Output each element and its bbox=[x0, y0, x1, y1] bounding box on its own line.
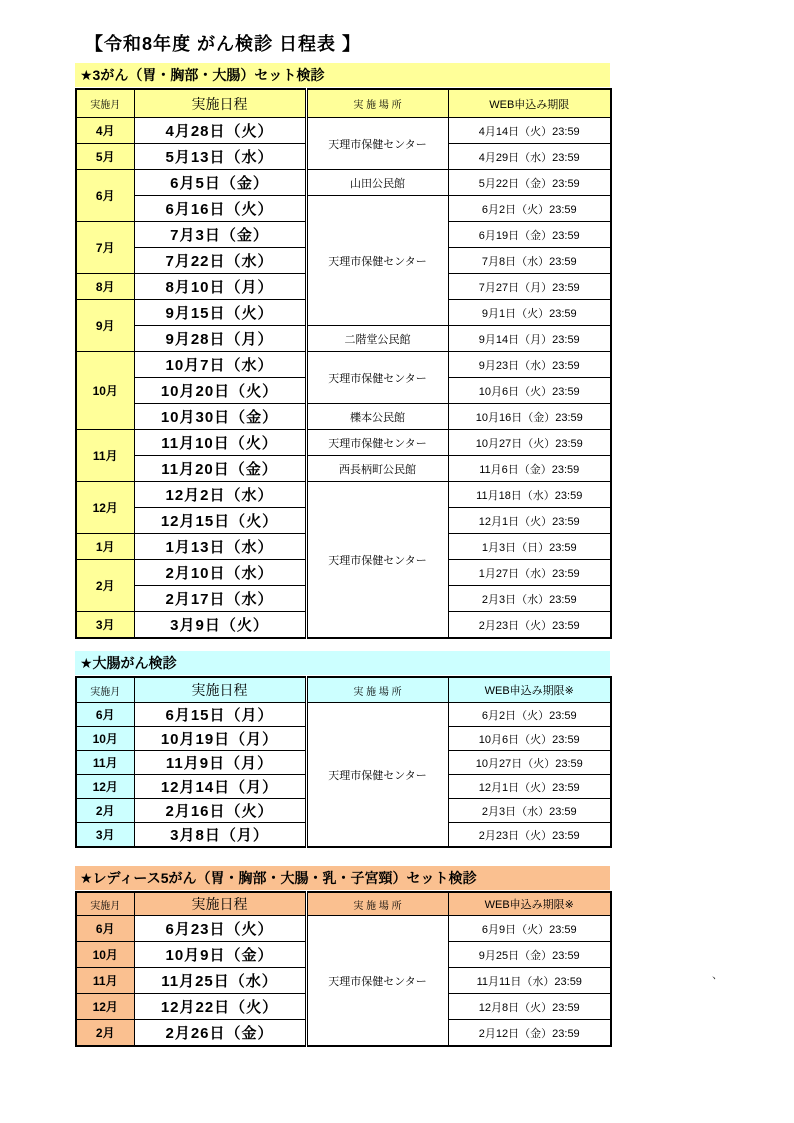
date-cell: 6月23日（火） bbox=[134, 916, 306, 942]
location-cell: 二階堂公民館 bbox=[306, 326, 448, 352]
date-cell: 5月13日（水） bbox=[134, 144, 306, 170]
location-cell: 天理市保健センター bbox=[306, 196, 448, 326]
deadline-cell: 6月2日（火）23:59 bbox=[448, 196, 611, 222]
header-row bbox=[76, 892, 611, 916]
column-header-web-deadline: WEB申込み期限※ bbox=[448, 892, 611, 916]
date-cell: 10月30日（金） bbox=[134, 404, 306, 430]
column-header-month: 実施月 bbox=[76, 892, 134, 916]
month-cell: 4月 bbox=[76, 118, 134, 144]
month-cell: 8月 bbox=[76, 274, 134, 300]
date-cell: 10月19日（月） bbox=[134, 727, 306, 751]
deadline-cell: 10月16日（金）23:59 bbox=[448, 404, 611, 430]
deadline-cell: 2月3日（水）23:59 bbox=[448, 799, 611, 823]
schedule-table bbox=[75, 88, 612, 639]
column-header-month: 実施月 bbox=[76, 677, 134, 703]
month-cell: 12月 bbox=[76, 775, 134, 799]
month-cell: 6月 bbox=[76, 703, 134, 727]
location-cell: 天理市保健センター bbox=[306, 482, 448, 639]
column-header-date: 実施日程 bbox=[134, 89, 306, 118]
table-row bbox=[76, 456, 611, 482]
deadline-cell: 4月29日（水）23:59 bbox=[448, 144, 611, 170]
deadline-cell: 6月2日（火）23:59 bbox=[448, 703, 611, 727]
date-cell: 11月9日（月） bbox=[134, 751, 306, 775]
deadline-cell: 10月27日（火）23:59 bbox=[448, 430, 611, 456]
deadline-cell: 10月6日（火）23:59 bbox=[448, 727, 611, 751]
deadline-cell: 6月9日（火）23:59 bbox=[448, 916, 611, 942]
column-header-location: 実 施 場 所 bbox=[306, 89, 448, 118]
section-title: ★3がん（胃・胸部・大腸）セット検診 bbox=[75, 63, 610, 87]
stray-comma-mark: 、 bbox=[712, 969, 723, 981]
month-cell: 3月 bbox=[76, 823, 134, 848]
table-row bbox=[76, 170, 611, 196]
date-cell: 11月10日（火） bbox=[134, 430, 306, 456]
month-cell: 3月 bbox=[76, 612, 134, 639]
month-cell: 1月 bbox=[76, 534, 134, 560]
month-cell: 12月 bbox=[76, 994, 134, 1020]
date-cell: 6月15日（月） bbox=[134, 703, 306, 727]
column-header-location: 実 施 場 所 bbox=[306, 677, 448, 703]
month-cell: 2月 bbox=[76, 799, 134, 823]
column-header-date: 実施日程 bbox=[134, 677, 306, 703]
month-cell: 5月 bbox=[76, 144, 134, 170]
deadline-cell: 9月14日（月）23:59 bbox=[448, 326, 611, 352]
schedule-table bbox=[75, 891, 612, 1047]
column-header-web-deadline: WEB申込み期限※ bbox=[448, 677, 611, 703]
month-cell: 6月 bbox=[76, 916, 134, 942]
section-3cancer-set bbox=[75, 63, 610, 639]
date-cell: 2月16日（火） bbox=[134, 799, 306, 823]
date-cell: 6月16日（火） bbox=[134, 196, 306, 222]
deadline-cell: 1月3日（日）23:59 bbox=[448, 534, 611, 560]
table-row bbox=[76, 430, 611, 456]
month-cell: 2月 bbox=[76, 560, 134, 612]
deadline-cell: 7月27日（月）23:59 bbox=[448, 274, 611, 300]
deadline-cell: 9月1日（火）23:59 bbox=[448, 300, 611, 326]
section-colon-cancer bbox=[75, 651, 610, 848]
date-cell: 3月9日（火） bbox=[134, 612, 306, 639]
column-header-date: 実施日程 bbox=[134, 892, 306, 916]
location-cell: 天理市保健センター bbox=[306, 916, 448, 1047]
date-cell: 11月25日（水） bbox=[134, 968, 306, 994]
date-cell: 4月28日（火） bbox=[134, 118, 306, 144]
schedule-table bbox=[75, 676, 612, 848]
date-cell: 7月22日（水） bbox=[134, 248, 306, 274]
table-body bbox=[76, 118, 611, 639]
month-cell: 6月 bbox=[76, 170, 134, 222]
deadline-cell: 2月23日（火）23:59 bbox=[448, 823, 611, 848]
location-cell: 天理市保健センター bbox=[306, 118, 448, 170]
column-header-month: 実施月 bbox=[76, 89, 134, 118]
deadline-cell: 11月11日（水）23:59 bbox=[448, 968, 611, 994]
location-cell: 西長柄町公民館 bbox=[306, 456, 448, 482]
location-cell: 山田公民館 bbox=[306, 170, 448, 196]
date-cell: 10月7日（水） bbox=[134, 352, 306, 378]
date-cell: 10月9日（金） bbox=[134, 942, 306, 968]
table-header bbox=[76, 677, 611, 703]
deadline-cell: 7月8日（水）23:59 bbox=[448, 248, 611, 274]
location-cell: 天理市保健センター bbox=[306, 352, 448, 404]
location-cell: 天理市保健センター bbox=[306, 430, 448, 456]
deadline-cell: 11月6日（金）23:59 bbox=[448, 456, 611, 482]
table-row bbox=[76, 118, 611, 144]
table-header bbox=[76, 89, 611, 118]
deadline-cell: 10月6日（火）23:59 bbox=[448, 378, 611, 404]
column-header-web-deadline: WEB申込み期限 bbox=[448, 89, 611, 118]
location-cell: 天理市保健センター bbox=[306, 703, 448, 848]
section-title: ★大腸がん検診 bbox=[75, 651, 610, 675]
header-row bbox=[76, 89, 611, 118]
table-row bbox=[76, 482, 611, 508]
date-cell: 12月14日（月） bbox=[134, 775, 306, 799]
deadline-cell: 9月23日（水）23:59 bbox=[448, 352, 611, 378]
date-cell: 1月13日（水） bbox=[134, 534, 306, 560]
date-cell: 6月5日（金） bbox=[134, 170, 306, 196]
deadline-cell: 11月18日（水）23:59 bbox=[448, 482, 611, 508]
deadline-cell: 2月3日（水）23:59 bbox=[448, 586, 611, 612]
header-row bbox=[76, 677, 611, 703]
date-cell: 2月17日（水） bbox=[134, 586, 306, 612]
month-cell: 7月 bbox=[76, 222, 134, 274]
date-cell: 11月20日（金） bbox=[134, 456, 306, 482]
table-row bbox=[76, 404, 611, 430]
deadline-cell: 1月27日（水）23:59 bbox=[448, 560, 611, 586]
date-cell: 8月10日（月） bbox=[134, 274, 306, 300]
date-cell: 9月28日（月） bbox=[134, 326, 306, 352]
table-body bbox=[76, 703, 611, 848]
table-row bbox=[76, 352, 611, 378]
date-cell: 10月20日（火） bbox=[134, 378, 306, 404]
deadline-cell: 2月12日（金）23:59 bbox=[448, 1020, 611, 1047]
section-ladies-5cancer-set bbox=[75, 866, 610, 1047]
date-cell: 2月10日（水） bbox=[134, 560, 306, 586]
deadline-cell: 6月19日（金）23:59 bbox=[448, 222, 611, 248]
deadline-cell: 5月22日（金）23:59 bbox=[448, 170, 611, 196]
month-cell: 9月 bbox=[76, 300, 134, 352]
month-cell: 10月 bbox=[76, 352, 134, 430]
table-header bbox=[76, 892, 611, 916]
month-cell: 11月 bbox=[76, 751, 134, 775]
section-title: ★レディース5がん（胃・胸部・大腸・乳・子宮頸）セット検診 bbox=[75, 866, 610, 890]
date-cell: 12月2日（水） bbox=[134, 482, 306, 508]
location-cell: 櫟本公民館 bbox=[306, 404, 448, 430]
date-cell: 7月3日（金） bbox=[134, 222, 306, 248]
table-row bbox=[76, 916, 611, 942]
date-cell: 3月8日（月） bbox=[134, 823, 306, 848]
column-header-location: 実 施 場 所 bbox=[306, 892, 448, 916]
date-cell: 12月15日（火） bbox=[134, 508, 306, 534]
table-body bbox=[76, 916, 611, 1047]
month-cell: 11月 bbox=[76, 430, 134, 482]
month-cell: 10月 bbox=[76, 942, 134, 968]
table-row bbox=[76, 703, 611, 727]
deadline-cell: 2月23日（火）23:59 bbox=[448, 612, 611, 639]
deadline-cell: 4月14日（火）23:59 bbox=[448, 118, 611, 144]
deadline-cell: 12月1日（火）23:59 bbox=[448, 508, 611, 534]
deadline-cell: 9月25日（金）23:59 bbox=[448, 942, 611, 968]
deadline-cell: 12月8日（火）23:59 bbox=[448, 994, 611, 1020]
month-cell: 10月 bbox=[76, 727, 134, 751]
date-cell: 12月22日（火） bbox=[134, 994, 306, 1020]
month-cell: 2月 bbox=[76, 1020, 134, 1047]
page-title: 【令和8年度 がん検診 日程表 】 bbox=[85, 34, 362, 54]
deadline-cell: 10月27日（火）23:59 bbox=[448, 751, 611, 775]
deadline-cell: 12月1日（火）23:59 bbox=[448, 775, 611, 799]
month-cell: 11月 bbox=[76, 968, 134, 994]
table-row bbox=[76, 196, 611, 222]
date-cell: 2月26日（金） bbox=[134, 1020, 306, 1047]
month-cell: 12月 bbox=[76, 482, 134, 534]
date-cell: 9月15日（火） bbox=[134, 300, 306, 326]
table-row bbox=[76, 326, 611, 352]
